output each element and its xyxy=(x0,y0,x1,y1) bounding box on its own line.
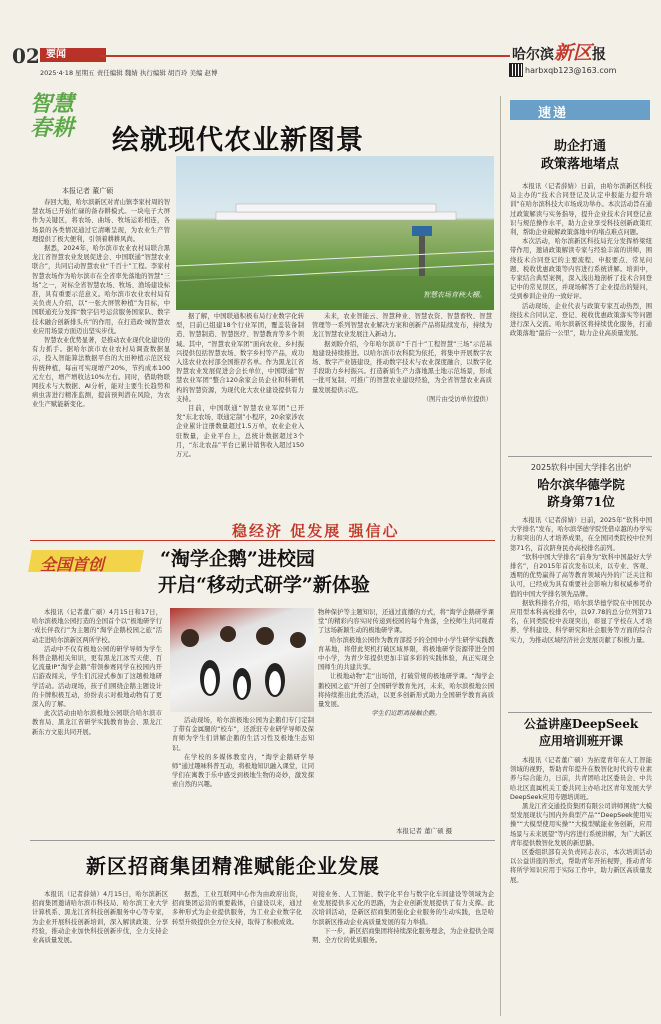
logo-text-b: 新区 xyxy=(554,42,593,64)
brief1-para-2: 本次活动，哈尔滨新区科技局充分发挥桥梁纽带作用，邀请政策解读专家与经验丰富的讲师，围绕技术合同登记的主要流程、申报要点、常见问题、税收优惠政策等内容进行系统讲解。培训中，专家结合典型案例，深入浅出地剖析了技术合同登记中的常见误区，并现场解答了企业提出的疑问，受到参训企业的一致好评。 xyxy=(510,238,652,301)
story2-para-2: 活动中不仅有极地公园的研学导师为学生科普企鹅相关知识，更有黑龙江冰雪天使、百亿流量IP“淘学企鹅”带领参赛同学在校园内开启游戏闯关，学生们沉浸式参加了这趟极地研学活动。活动现场，孩子们围绕企鹅主题设计的卡牌积极互动，纷纷表示对极地动物有了更深入的了解。 xyxy=(32,645,162,709)
masthead xyxy=(0,0,661,78)
lead-para-3: 智慧农业优势显著，是推动农业现代化建设的有力抓手。据哈尔滨市农业农村局调查数据显示，投入智能算法数据平台的大田种植示范区较传统种植，每亩可实现增产20%，节约成本100元左右，增产增收达10%左右。同时，借助物联网技术与大数据、AI分析，能对主要生长趋势和病虫害进行精准监测，提前预判潜在风险，为农业生产赋能新变化。 xyxy=(32,337,170,409)
story2-headline-2: 开启“移动式研学”新体验 xyxy=(158,574,370,596)
brief1-para-3: 活动现场，企业代表与政策专家互动热烈，围绕技术合同认定、登记、税收优惠政策落实等问题进行深入交流。哈尔滨新区将持续优化服务，打通政策落地“最后一公里”，助力企业高质量发展。 xyxy=(510,302,652,338)
story3-col2 xyxy=(172,890,302,1018)
lead-photo-caption: 智慧农场育秧大棚。 xyxy=(423,291,486,299)
story3-col3 xyxy=(312,890,494,1018)
story3-para-2: 据悉，工业互联网中心作为由政府出资，招商集团运营的重要载体，自建设以来，通过多种形式为企业提供服务，为工业企业数字化转型升级提供全方位支持，取得了积极成效。 xyxy=(172,891,302,926)
story2-para-1: 本报讯（记者董广硕）4月15日和17日，哈尔滨极地公园打造的全国首个以“极地研学行·成长伴我行”为主题的“淘学企鹅校园之旅”活动走进哈尔滨新区两所学校。 xyxy=(32,609,162,644)
story2-photo-credit: 学生们近距离接触企鹅。 xyxy=(371,710,441,718)
story2-para-3: 此次活动由哈尔滨极地公园联合哈尔滨市教育局、黑龙江省研学实践教育协会、黑龙江新东方文旅共同开展。 xyxy=(32,710,162,736)
lead-photo xyxy=(176,156,494,310)
brief2-para-2: “软科中国大学排名”前身为“软科中国最好大学排名”，自2015年首次发布以来，以专业、客观、透明的优势赢得了高等教育领域内外的广泛关注和认可，已经成为具有重要社会影响力和权威参考价值的中国大学排名领先品牌。 xyxy=(510,553,652,598)
story3-col1 xyxy=(32,890,168,1018)
story3-para-3: 对接业务、人工智能、数字化平台与数字化车间建设等领域为企业发展提供多元化的思路，为企业创新发展提供了有力支撑。此次培训活动，是新区招商集团强化企业服务的生动实践，也是哈尔滨新区推动企业高质量发展的有力举措。 xyxy=(312,891,494,926)
story2-col2 xyxy=(172,716,314,836)
logo-text-c: 报 xyxy=(592,47,607,63)
story2-col1 xyxy=(32,608,162,840)
issue-meta: 2025·4·18 星期五 责任编辑 魏婧 执行编辑 胡百玲 美编 赵博 xyxy=(40,69,218,77)
lead-col1 xyxy=(32,198,170,538)
brief2-body xyxy=(510,516,652,708)
lead-para-4: 据了解，中国联通积极布局行业数字化转型，目前已组建18个行业军团，覆盖装备制造、智慧制造、智慧医疗、智慧教育等多个领域。其中，“智慧农业军团”面向农业、乡村振兴提供包括智慧农场、数字乡村等产品，成功入选农业农村部全国推荐名单。作为黑龙江省智慧农业发展促进会会长单位，中国联通“智慧农业军团”整合120余家会员企业和科研机构的智慧资源，为现代化大农业建设提供有力支持。 xyxy=(176,313,304,403)
brief2-kicker: 2025软科中国大学排名出炉 xyxy=(530,463,632,472)
brief3-headline: 公益讲座DeepSeek 应用培训班开课 xyxy=(523,717,639,748)
lead-col2 xyxy=(176,312,304,520)
penguin-illustration xyxy=(170,608,314,712)
brief2-para-1: 本报讯（记者薛婧）日前，2025年“软科中国大学排名”发布，哈尔滨华德学院凭借卓越的办学实力和突出的人才培养成果，在全国同类院校中位列第71名，首次跻身民办高校排名前列。 xyxy=(510,517,652,552)
story2-para-4: 活动现场，哈尔滨极地公园为企鹅们专门定制了带有金属腿的“校车”，还派驻专业研学导师及保育师为学生们讲解企鹅的生活习性及极地生态知识。 xyxy=(172,717,314,752)
qr-code xyxy=(509,63,523,77)
brief1-body xyxy=(510,182,652,452)
story2-photo xyxy=(170,608,314,712)
lead-para-5: 目前，中国联通“智慧农业军团”已开发“东北农场、联通定制”小程序，20余家涉农企业累计注册数量超过1.5万单，农业企业入驻数量，企业平台上，总统计数据超过3个月，“东北农品”平台已累计销售收入超过150万元。 xyxy=(176,405,304,459)
lead-para-7: 据刘盼介绍，今年哈尔滨市“千百十”工程智慧“三场”示范基地建设持续推进。以哈尔滨市农科院为依托，将集中开展数字农场、数字产业链建设，推动数字技术与农业深度融合，以数字化手段助力乡村振兴。打造新质生产力落地黑土地示范场景，形成一批可复制、可推广的智慧农业建设经验，为全省智慧农业高质量发展提供示范。 xyxy=(312,340,492,394)
lead-para-2: 据悉，2024年，哈尔滨市农业农村局联合黑龙江省智慧农业发展促进会、中国联通“智慧农业联合”，共同启动智慧农业“千百十”工程。李家村智慧农场作为哈尔滨市在全省率先落地的智慧“三场”之一，对标全省智慧农场、牧场、渔场建设标准，具有重要示范意义。哈尔滨市农业农村局有关负责人介绍，以“一张大屏管种植”为目标，中国联通充分发挥“数字信号运营服务国家队、数字技术融合创新排头兵”的作用，在打造政·城智慧农业应用场景方面迈出坚实步伐。 xyxy=(32,245,170,335)
story3-para-4: 下一步，新区招商集团将持续深化服务理念，为企业提供全周期、全方位的优质服务。 xyxy=(312,927,494,945)
page-number: 02 xyxy=(12,44,40,68)
story2-para-5: 在学校的多媒体教室内，“淘学企鹅研学导师”通过趣味科普互动，将极地知识融入课堂，让同学们在寓教于乐中感受到极地生物的奇妙，激发探索自然的兴趣。 xyxy=(172,753,314,789)
brief3-body xyxy=(510,756,652,1018)
story3-headline: 新区招商集团精准赋能企业发展 xyxy=(86,854,380,878)
story2-headline-1: “淘学企鹅”进校园 xyxy=(160,548,315,570)
story2-col3 xyxy=(318,608,494,814)
policy-banner: 稳经济 促发展 强信心 xyxy=(232,522,400,540)
lead-para-1: 春回大地，哈尔滨新区对青山镇李家村周的智慧农场已开始忙碌的备春耕模式。一块电子大屏作为关键区，将农场、曲场、牧场运彩相连，各场景的各类情况通过它清晰呈现，为农业生产管理提供了极大便利，引领着耕耕风尚。 xyxy=(32,199,170,243)
story2-byline: 本报记者 董广硕 摄 xyxy=(396,827,453,835)
newspaper-logo xyxy=(512,38,606,62)
brief2-para-3: 据软科排名介绍，哈尔滨华德学院在中国民办应用型本科高校排名中，以97.78的总分位列第71名，在同类院校中表现突出，彰显了学校在人才培养、学科建设、科学研究和社会服务等方面的综合实力，为推动区域经济社会发展贡献了积极力量。 xyxy=(510,599,652,644)
story2-tag-text: 全国首创 xyxy=(40,555,105,574)
lead-end-note: （图片由受访单位提供） xyxy=(422,395,492,403)
lead-byline: 本报记者 董广硕 xyxy=(62,187,114,195)
lead-col3 xyxy=(312,312,492,512)
story3-para-1: 本报讯（记者薛婧）4月15日，哈尔滨新区招商集团邀请哈尔滨市科技局、哈尔滨工业大学计算机系、黑龙江省科技创新服务中心等专家，为企业开展科技创新培训，深入解读政策、分享经验，推动企业加快科技创新步伐，全力支持企业高质量发展。 xyxy=(32,891,168,945)
story2-para-6: 物种保护等主题知识，还通过直播的方式，将“淘学企鹅研学课堂”的精彩内容实时传递到校园的每个角落，全校师生共同观看了这场新颖生动的极地研学课。 xyxy=(318,609,494,635)
lead-headline: 绘就现代农业新图景 xyxy=(112,125,364,156)
section-label: 要闻 xyxy=(40,48,106,62)
contact-email: harbxqb123@163.com xyxy=(525,66,617,75)
lead-para-6: 未来，农业智能云、智慧种业、智慧农资、智慧畜牧、智慧管理等一系列智慧农业解决方案和创新产品将陆续发布，持续为龙江智慧农业发展注入新动力。 xyxy=(312,313,492,339)
greenhouse-illustration xyxy=(176,156,494,310)
lead-kicker-text: 智慧 春耕 xyxy=(30,91,75,141)
brief3-para-3: 区委组织部有关负责同志表示，本次培训活动以公益讲座的形式，帮助青年开拓视野，推动青年将所学知识应用于实际工作中，助力新区高质量发展。 xyxy=(510,849,652,884)
brief1-headline: 助企打通 政策落地堵点 xyxy=(540,139,619,172)
brief3-para-1: 本报讯（记者董广硕）为拓宽青年在人工智能领域的视野，帮助青年提升在数智化时代的专业素养与综合能力，日前，共青团哈北区委员会、中共哈北区直属机关工委共同主办哈北区青年发展大学DeepSeek应用专题培训班。 xyxy=(510,757,652,801)
logo-text-a: 哈尔滨 xyxy=(512,47,554,63)
brief1-para-1: 本报讯（记者薛婧）日前，由哈尔滨新区科技局主办的“技术合同登记及认定申报能力提升培训”在哈尔滨科技大市场成功举办。本次活动旨在通过政策解读与实务指导，提升企业技术合同登记意识与规范操作水平，助力企业享受科技创新政策红利，帮助企业破解政策落地中的堵点难点问题。 xyxy=(510,183,652,237)
lead-kicker xyxy=(30,92,110,140)
story2-para-7: 哈尔滨极地公园作为教育部授予的全国中小学生研学实践教育基地，将借此契机打破区域界限，将极地研学资源带进全国中小学，为青少年提供更加丰富多彩的实践体验，真正实现全国师生的共建共享。 xyxy=(318,636,494,672)
brief3-para-2: 黑龙江省交通投资集团有限公司讲师围绕“大模型发展现状与国内外典型产品”“DeepSeek使用实操”“大模型使用实操”“大模型赋能业务创新，应用场景与未来展望”等内容进行系统讲解，为广大新区青年提供数智化发展的新思路。 xyxy=(510,803,652,847)
sidebar-tag-text: 速递 xyxy=(538,106,569,121)
sidebar-tag xyxy=(510,100,650,120)
story2-para-8: 让极地动物“走”出场馆，打破常规的极地研学课。“淘学企鹅校园之旅”开创了全国研学教育先河，未来，哈尔滨极地公园将持续推出此类活动，以更多创新形式助力全国研学教育高质量发展。 xyxy=(318,673,494,709)
brief2-headline: 哈尔滨华德学院 跻身第71位 xyxy=(537,477,625,509)
